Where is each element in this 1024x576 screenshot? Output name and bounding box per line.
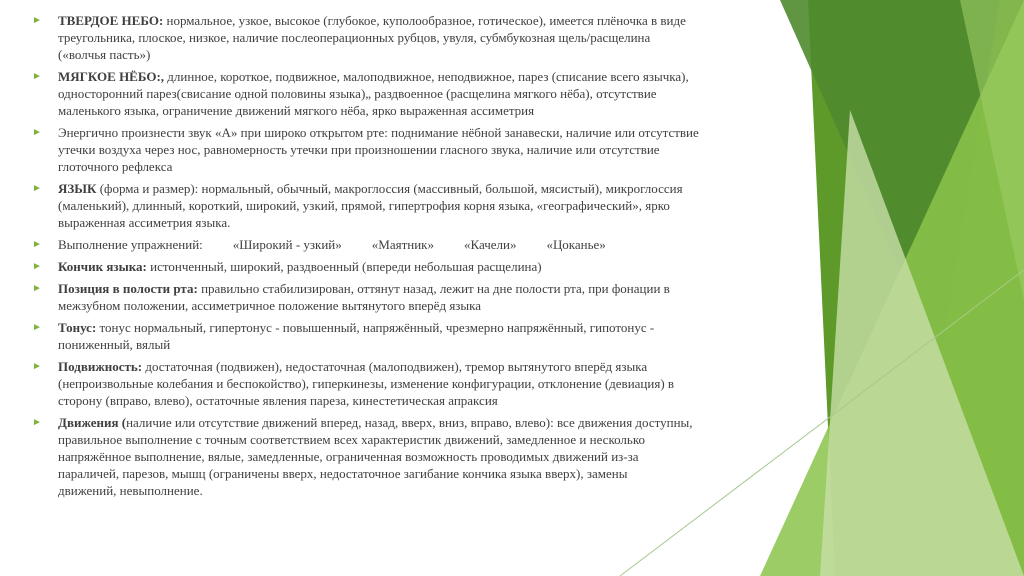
- exercise-name: «Маятник»: [371, 237, 434, 252]
- item-heading: ТВЕРДОЕ НЕБО:: [58, 13, 164, 28]
- text-line: [58, 29, 784, 46]
- text-line: [58, 392, 784, 409]
- item-heading: МЯГКОЕ НЁБО:,: [58, 69, 165, 84]
- item-text: достаточная (подвижен), недостаточная (малоподвижен), тремор вытянутого вперёд языка: [142, 359, 648, 374]
- bullet-arrow-icon: ►: [32, 417, 42, 428]
- exercise-intro: Выполнение упражнений:: [58, 237, 203, 252]
- bullet-arrow-icon: ►: [32, 283, 42, 294]
- item-text: (маленький), длинный, короткий, широкий, узкий, прямой, гипертрофия корня языка, «географический», ярко: [58, 198, 670, 213]
- text-line: [58, 336, 784, 353]
- list-item: [32, 258, 784, 275]
- text-line: [58, 258, 784, 275]
- item-heading: Тонус:: [58, 320, 97, 335]
- item-text: правильное выполнение с точным соответствием всех характеристик движений, замедленное и несколько: [58, 432, 645, 447]
- text-line: [58, 214, 784, 231]
- item-text: тонус нормальный, гипертонус - повышенный, напряжённый, чрезмерно напряжённый, гипотонус -: [96, 320, 655, 335]
- text-line: [58, 102, 784, 119]
- text-line: [58, 180, 784, 197]
- text-line: [58, 465, 784, 482]
- item-text: глоточного рефлекса: [58, 159, 173, 174]
- bullet-arrow-icon: ►: [32, 322, 42, 333]
- bullet-arrow-icon: ►: [32, 71, 42, 82]
- item-text: правильно стабилизирован, оттянут назад, лежит на дне полости рта, при фонации в: [197, 281, 670, 296]
- item-text: («волчья пасть»): [58, 47, 151, 62]
- item-text: наличие или отсутствие движений вперед, назад, вверх, вниз, вправо, влево): все движения доступны,: [126, 415, 693, 430]
- item-text: односторонний парез(свисание одной половины языка)„ раздвоенное (расщелина мягкого нёба), отсутствие: [58, 86, 657, 101]
- item-heading: Кончик языка:: [58, 259, 147, 274]
- list-item: [32, 358, 784, 409]
- item-text: длинное, короткое, подвижное, малоподвижное, неподвижное, парез (списание всего язычка),: [164, 69, 689, 84]
- item-heading: Подвижность:: [58, 359, 143, 374]
- text-line: [58, 158, 784, 175]
- item-heading: ЯЗЫК: [58, 181, 97, 196]
- text-line: [58, 375, 784, 392]
- text-line: [58, 85, 784, 102]
- text-line: [58, 482, 784, 499]
- list-item: [32, 124, 784, 175]
- item-text: нормальное, узкое, высокое (глубокое, куполообразное, готическое), имеется плёночка в виде: [163, 13, 686, 28]
- list-item: [32, 180, 784, 231]
- list-item: [32, 414, 784, 499]
- list-item: [32, 319, 784, 353]
- text-line: [58, 68, 784, 85]
- text-line: [58, 414, 784, 431]
- item-text: межзубном положении, ассиметричное положение вытянутого вперёд языка: [58, 298, 482, 313]
- bullet-arrow-icon: ►: [32, 183, 42, 194]
- exercise-name: «Цоканье»: [546, 237, 606, 252]
- item-text: движений, невыполнение.: [58, 483, 203, 498]
- exercise-line: [58, 236, 784, 253]
- bullet-arrow-icon: ►: [32, 361, 42, 372]
- item-text: Энергично произнести звук «А» при широко открытом рте: поднимание нёбной занавески, наличие или отсутствие: [58, 125, 699, 140]
- item-text: напряжённое выполнение, вялые, замедленные, ограниченная возможность проводимых движений из-за: [58, 449, 639, 464]
- item-text: выраженная ассиметрия языка.: [58, 215, 231, 230]
- text-line: [58, 297, 784, 314]
- text-line: [58, 12, 784, 29]
- item-text: пониженный, вялый: [58, 337, 171, 352]
- bullet-arrow-icon: ►: [32, 261, 42, 272]
- item-text: маленького языка, ограничение движений мягкого нёба, ярко выраженная ассиметрия: [58, 103, 535, 118]
- list-item: [32, 68, 784, 119]
- item-text: утечки воздуха через нос, равномерность утечки при произношении гласного звука, наличие или отсутствие: [58, 142, 660, 157]
- item-text: (форма и размер): нормальный, обычный, макроглоссия (массивный, большой, мясистый), микроглоссия: [96, 181, 683, 196]
- text-line: [58, 141, 784, 158]
- text-line: [58, 448, 784, 465]
- text-line: [58, 197, 784, 214]
- text-line: [58, 280, 784, 297]
- bullet-arrow-icon: ►: [32, 127, 42, 138]
- list-item: [32, 280, 784, 314]
- bullet-arrow-icon: ►: [32, 239, 42, 250]
- text-line: [58, 431, 784, 448]
- list-item: [32, 12, 784, 63]
- item-text: сторону (вправо, влево), остаточные явления пареза, кинестетическая апраксия: [58, 393, 498, 408]
- text-line: [58, 124, 784, 141]
- item-text: истонченный, широкий, раздвоенный (впереди небольшая расщелина): [146, 259, 542, 274]
- text-line: [58, 319, 784, 336]
- item-text: параличей, парезов, мышц (ограничены вверх, недостаточное загибание кончика языка вверх), замены: [58, 466, 628, 481]
- list-item: [32, 236, 784, 253]
- item-text: треугольника, плоское, низкое, наличие послеоперационных рубцов, увуля, субмбукозная щель/расщелина: [58, 30, 651, 45]
- item-heading: Движения (: [58, 415, 127, 430]
- bullet-list: [32, 12, 784, 504]
- bullet-arrow-icon: ►: [32, 15, 42, 26]
- text-line: [58, 46, 784, 63]
- exercise-name: «Качели»: [464, 237, 517, 252]
- text-line: [58, 358, 784, 375]
- item-heading: Позиция в полости рта:: [58, 281, 198, 296]
- item-text: (непроизвольные колебания и беспокойство), гиперкинезы, изменение конфигурации, отклонение (девиация) в: [58, 376, 675, 391]
- exercise-name: «Широкий - узкий»: [232, 237, 342, 252]
